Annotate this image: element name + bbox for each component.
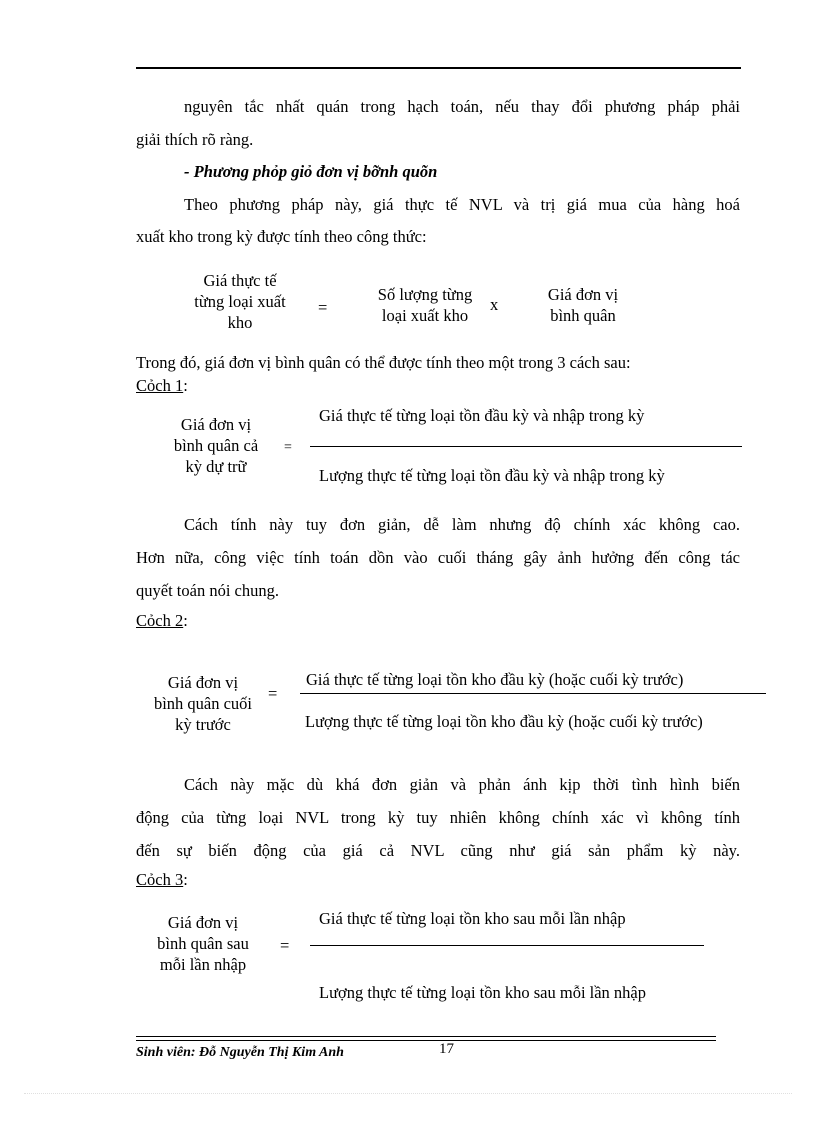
method1-label [136,376,188,396]
method2-label-text: Cỏch 2 [136,611,184,630]
method3-label-text: Cỏch 3 [136,870,184,889]
method1-denominator: Lượng thực tế từng loại tồn đầu kỳ và nhập trong kỳ [319,466,665,485]
footer-rule-top [136,1036,716,1037]
method2-lhs-line: bình quân cuối [153,694,253,713]
method1-equals: = [284,440,292,455]
method1-lhs-line: bình quân cả [173,436,259,455]
method-desc-line-2: xuất kho trong kỳ được tính theo công thức: [136,227,427,246]
method3-denominator: Lượng thực tế từng loại tồn kho sau mỗi lần nhập [319,983,647,1002]
main-formula-price [528,284,638,326]
main-formula-qty-line: loại xuất kho [381,306,469,325]
method3-lhs-line: bình quân sau [157,934,249,953]
method2-numerator: Giá thực tế từng loại tồn kho đầu kỳ (hoặc cuối kỳ trước) [306,670,684,689]
method2-equals: = [268,684,278,703]
method3-fraction-bar [310,945,704,946]
method-heading: - Phương phỏp giỏ đơn vị bỡnh quõn [184,162,438,181]
method1-label-text: Cỏch 1 [136,376,184,395]
intro-line-2: giải thích rõ ràng. [136,130,254,149]
method1-lhs [160,414,272,477]
methods-intro: Trong đó, giá đơn vị bình quân có thể được tính theo một trong 3 cách sau: [136,353,631,372]
main-formula-price-line: bình quân [550,306,616,325]
method1-numerator: Giá thực tế từng loại tồn đầu kỳ và nhập trong kỳ [319,406,645,425]
method3-label [136,870,188,890]
main-formula-times: x [490,295,499,314]
page-edge-dots [24,1093,792,1094]
method1-label-colon: : [183,376,188,395]
method2-denominator: Lượng thực tế từng loại tồn kho đầu kỳ (hoặc cuối kỳ trước) [305,712,703,731]
main-formula-qty-line: Số lượng từng [377,285,473,304]
method2-lhs-line: Giá đơn vị [167,673,239,692]
method2-comment-line-2: động của từng loại NVL trong kỳ tuy nhiên không chính xác vì không tính [136,808,740,827]
footer-rule-bottom [136,1040,716,1041]
method1-fraction-bar [310,446,742,447]
method3-lhs-line: Giá đơn vị [167,913,239,932]
method1-comment-line-1: Cách tính này tuy đơn giản, dễ làm nhưng độ chính xác không cao. [184,515,740,534]
method2-fraction-bar [300,693,766,694]
header-rule [136,67,741,69]
main-formula-price-line: Giá đơn vị [547,285,619,304]
method2-comment-line-3: đến sự biến động của giá cả NVL cũng như giá sản phẩm kỳ này. [136,841,740,860]
method3-label-colon: : [183,870,188,889]
method-desc-line-1: Theo phương pháp này, giá thực tế NVL và trị giá mua của hàng hoá [184,195,740,214]
intro-line-1: nguyên tắc nhất quán trong hạch toán, nếu thay đổi phương pháp phải [184,97,740,116]
method3-lhs-line: mỗi lần nhập [159,955,247,974]
main-formula-lhs-line: kho [227,313,253,332]
method1-comment-line-3: quyết toán nói chung. [136,581,279,600]
main-formula-lhs-line: từng loại xuất [194,292,286,311]
method2-lhs-line: kỳ trước [175,715,231,734]
main-formula-lhs-line: Giá thực tế [203,271,277,290]
method3-equals: = [280,936,290,955]
method2-lhs [140,672,266,735]
main-formula-equals: = [318,298,328,317]
method1-lhs-line: kỳ dự trữ [185,457,247,476]
method3-numerator: Giá thực tế từng loại tồn kho sau mỗi lần nhập [319,909,626,928]
footer-student-name: Sinh viên: Đỗ Nguyễn Thị Kim Anh [136,1045,344,1060]
method1-lhs-line: Giá đơn vị [180,415,252,434]
method2-label-colon: : [183,611,188,630]
main-formula-lhs [180,270,300,333]
method2-comment-line-1: Cách này mặc dù khá đơn giản và phản ánh kịp thời tình hình biến [184,775,740,794]
footer-page-number: 17 [439,1041,454,1057]
method2-label [136,611,188,631]
main-formula-qty [360,284,490,326]
method3-lhs [140,912,266,975]
method1-comment-line-2: Hơn nữa, công việc tính toán dồn vào cuối tháng gây ảnh hưởng đến công tác [136,548,740,567]
